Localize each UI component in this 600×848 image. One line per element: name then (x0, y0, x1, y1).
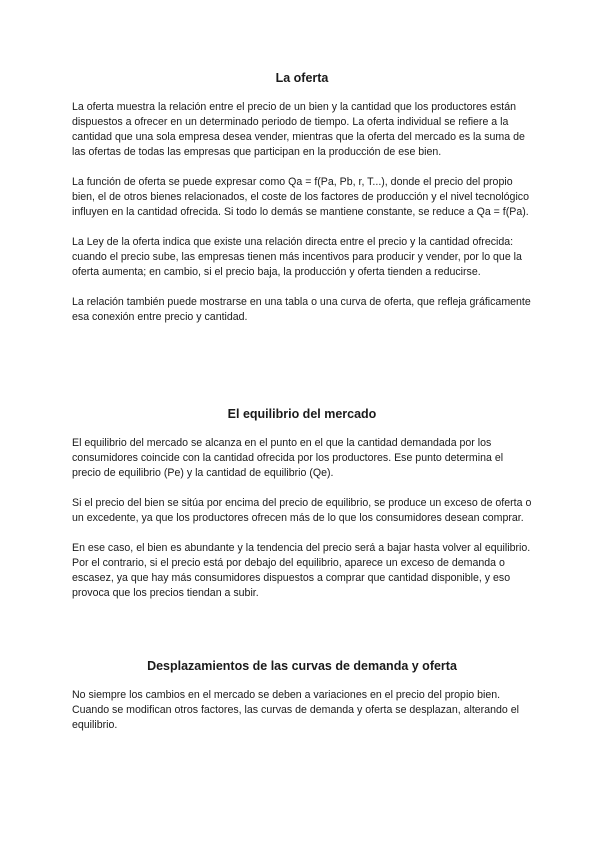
section-title: La oferta (275, 71, 329, 85)
paragraph: La función de oferta se puede expresar como Qa = f(Pa, Pb, r, T...), donde el precio del propio bien, el de otros bienes relacionados, el coste de los factores de producción y el nivel tecnológico influyen en la cantidad ofrecida. Si todo lo demás se mantiene constante, se reduce a Qa = f(Pa). (72, 176, 529, 218)
paragraph: La relación también puede mostrarse en una tabla o una curva de oferta, que refleja gráficamente esa conexión entre precio y cantidad. (72, 296, 531, 323)
paragraph: La oferta muestra la relación entre el precio de un bien y la cantidad que los productores están dispuestos a ofrecer en un determinado periodo de tiempo. La oferta individual se refiere a la cantidad que una sola empresa desea vender, mientras que la oferta del mercado es la suma de las ofertas de todas las empresas que participan en la producción de ese bien. (72, 101, 525, 158)
paragraph: La Ley de la oferta indica que existe una relación directa entre el precio y la cantidad ofrecida: cuando el precio sube, las empresas tienen más incentivos para producir y vender, por lo que la oferta aumenta; en cambio, si el precio baja, la producción y oferta tienden a reducirse. (72, 236, 522, 278)
section-equilibrio-del-mercado (72, 406, 532, 601)
section-title: Desplazamientos de las curvas de demanda y oferta (147, 659, 457, 673)
paragraph: En ese caso, el bien es abundante y la tendencia del precio será a bajar hasta volver al equilibrio. Por el contrario, si el precio está por debajo del equilibrio, aparece un exceso de demanda o escasez, ya que hay más consumidores dispuestos a comprar que cantidad disponible, y eso provoca que los precios tiendan a subir. (72, 542, 531, 599)
section-la-oferta (72, 70, 532, 325)
paragraph: Si el precio del bien se sitúa por encima del precio de equilibrio, se produce un exceso de oferta o un excedente, ya que los productores ofrecen más de lo que los consumidores desean comprar. (72, 497, 532, 524)
section-title: El equilibrio del mercado (227, 407, 377, 421)
section-desplazamientos (72, 658, 532, 733)
paragraph: No siempre los cambios en el mercado se deben a variaciones en el precio del propio bien. Cuando se modifican otros factores, las curvas de demanda y oferta se desplazan, alterando el equilibrio. (72, 689, 519, 731)
paragraph: El equilibrio del mercado se alcanza en el punto en el que la cantidad demandada por los consumidores coincide con la cantidad ofrecida por los productores. Ese punto determina el precio de equilibrio (Pe) y la cantidad de equilibrio (Qe). (72, 437, 504, 479)
